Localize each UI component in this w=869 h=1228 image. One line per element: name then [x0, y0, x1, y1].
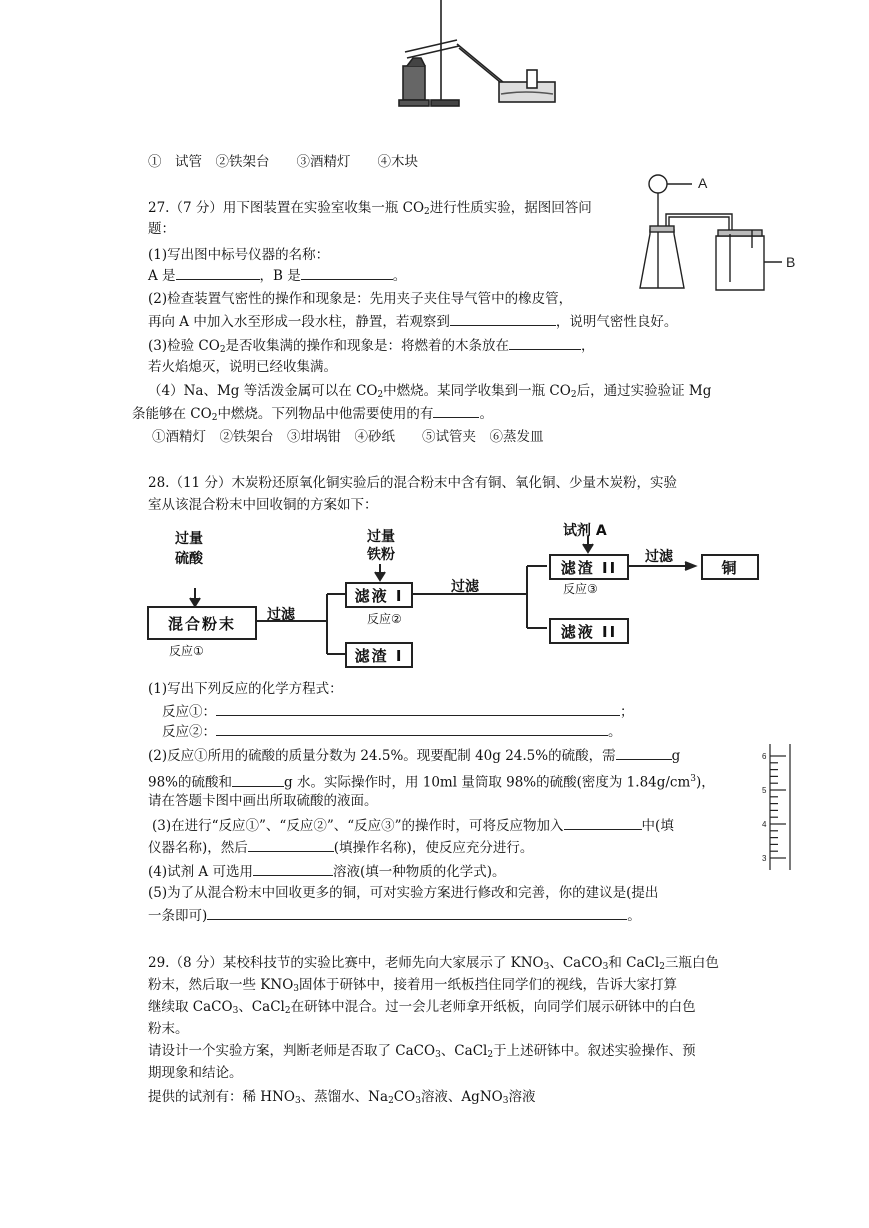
filter2-label: 过滤 [451, 579, 479, 595]
q29-line4: 粉末。 [148, 1021, 189, 1037]
reaction1-label: 反应① [169, 644, 204, 658]
q28-part1: (1)写出下列反应的化学方程式： [148, 681, 343, 697]
q27-part4-line1: （4）Na、Mg 等活泼金属可以在 $CO_2$中燃烧。某同学收集到一瓶 $CO_2$后，通过实验验证 Mg [148, 383, 712, 400]
q29-line1: 29.（8 分）某校科技节的实验比赛中，老师先向大家展示了 $KNO_3$、CaCO$_3$和 CaCl$_2$三瓶白色 [148, 955, 719, 972]
q26-options: ① 试管 ②铁架台 ③酒精灯 ④木块 [148, 154, 418, 170]
filter1-label: 过滤 [267, 607, 295, 623]
q28-part2-line1: (2)反应①所用的硫酸的质量分数为 24.5%。现要配制 40g 24.5%的硫酸，需 g [148, 748, 681, 764]
q28-reaction2-line: 反应②： 。 [162, 724, 622, 740]
answer-blank-equation1[interactable] [216, 702, 620, 716]
q28-part5-line2: 一条即可) 。 [148, 908, 641, 924]
filtrate2-box: 滤液 II [549, 618, 629, 644]
q27-part4-items: ①酒精灯 ②铁架台 ③坩埚钳 ④砂纸 ⑤试管夹 ⑥蒸发皿 [152, 429, 544, 445]
mixed-powder-box: 混合粉末 [147, 606, 257, 640]
q27-heading-cont: 题： [148, 221, 175, 237]
filtrate1-box: 滤液 I [345, 582, 413, 608]
graduated-cylinder-scale [756, 742, 796, 872]
q29-line3: 继续取 CaCO$_3$、CaCl$_2$在研钵中混合。过一会儿老师拿开纸板，向同学们展示研钵中的白色 [148, 999, 696, 1016]
label-B: B [786, 254, 796, 270]
answer-blank-acid-mass[interactable] [616, 746, 672, 760]
q28-part5-line1: (5)为了从混合粉末中回收更多的铜，可对实验方案进行修改和完善，你的建议是(提出 [148, 885, 659, 901]
q27-part1-answer: A 是 ，B 是 。 [148, 268, 407, 284]
q28-heading-line2: 室从该混合粉末中回收铜的方案如下： [148, 497, 378, 513]
q29-line2: 粉末，然后取一些 $KNO_3$固体于研钵中，接着用一纸板挡住同学们的视线，告诉大家打算 [148, 977, 677, 994]
q28-part4: (4)试剂 A 可选用 溶液(填一种物质的化学式)。 [148, 864, 506, 880]
q27-part3-line1: (3)检验 $CO_2$是否收集满的操作和现象是：将燃着的木条放在 ， [148, 338, 595, 355]
q28-reaction1-line: 反应①： ； [162, 704, 634, 720]
acid-label-top: 过量 [175, 531, 203, 547]
answer-blank-b[interactable] [301, 266, 393, 280]
answer-blank-observe[interactable] [450, 312, 556, 326]
tick-6: 6 [762, 752, 767, 761]
iron-label-bottom: 铁粉 [367, 547, 395, 563]
q28-part3-line1: (3)在进行“反应①”、“反应②”、“反应③”的操作时，可将反应物加入 中(填 [152, 818, 674, 834]
q28-part3-line2: 仪器名称)，然后 (填操作名称)，使反应充分进行。 [148, 840, 534, 856]
reagent-a-label: 试剂 A [563, 523, 607, 539]
q29-line6: 期现象和结论。 [148, 1065, 243, 1081]
residue2-box: 滤渣 II [549, 554, 629, 580]
iron-label-top: 过量 [367, 529, 395, 545]
tick-5: 5 [762, 786, 767, 795]
answer-blank-equation2[interactable] [216, 722, 608, 736]
q27-part1: (1)写出图中标号仪器的名称： [148, 247, 330, 263]
q28-heading-line1: 28.（11 分）木炭粉还原氧化铜实验后的混合粉末中含有铜、氧化铜、少量木炭粉，实验 [148, 475, 677, 491]
answer-blank-place[interactable] [509, 336, 581, 350]
reaction3-label: 反应③ [563, 582, 598, 596]
copper-box: 铜 [701, 554, 759, 580]
answer-blank-operation[interactable] [248, 838, 334, 852]
q27-part3-line2: 若火焰熄灭，说明已经收集满。 [148, 359, 337, 375]
answer-blank-items[interactable] [433, 404, 479, 418]
apparatus-heating-figure [395, 0, 565, 110]
tick-4: 4 [762, 820, 767, 829]
answer-blank-suggestion[interactable] [207, 906, 627, 920]
q28-part2-line3: 请在答题卡图中画出所取硫酸的液面。 [148, 793, 378, 809]
q27-part2-line1: (2)检查装置气密性的操作和现象是：先用夹子夹住导气管中的橡皮管， [148, 291, 573, 307]
q28-part2-line2: 98%的硫酸和 g 水。实际操作时，用 10ml 量筒取 98%的硫酸(密度为 $1.84g/cm^3$)， [148, 774, 715, 791]
q27-heading: 27.（7 分）用下图装置在实验室收集一瓶 $CO_2$进行性质实验，据图回答问 [148, 200, 592, 217]
acid-label-bottom: 硫酸 [175, 551, 203, 567]
recovery-flowchart [145, 518, 765, 668]
q29-line7: 提供的试剂有：稀 $HNO_3$、蒸馏水、$Na_2CO_3$溶液、AgNO$_3$溶液 [148, 1089, 536, 1106]
label-A: A [698, 175, 708, 191]
q27-part2-line2: 再向 A 中加入水至形成一段水柱，静置，若观察到 ，说明气密性良好。 [148, 314, 678, 330]
answer-blank-a[interactable] [176, 266, 260, 280]
filter3-label: 过滤 [645, 549, 673, 565]
tick-3: 3 [762, 854, 767, 863]
answer-blank-instrument[interactable] [564, 816, 642, 830]
residue1-box: 滤渣 I [345, 642, 413, 668]
answer-blank-water-mass[interactable] [232, 773, 284, 787]
q27-part4-line2: 条能够在 $CO_2$中燃烧。下列物品中他需要使用的有 。 [132, 406, 493, 423]
reaction2-label: 反应② [367, 612, 402, 626]
answer-blank-reagent-a[interactable] [253, 862, 333, 876]
q29-line5: 请设计一个实验方案，判断老师是否取了 CaCO$_3$、CaCl$_2$于上述研钵中。叙述实验操作、预 [148, 1043, 696, 1060]
gas-collection-apparatus [636, 170, 796, 300]
